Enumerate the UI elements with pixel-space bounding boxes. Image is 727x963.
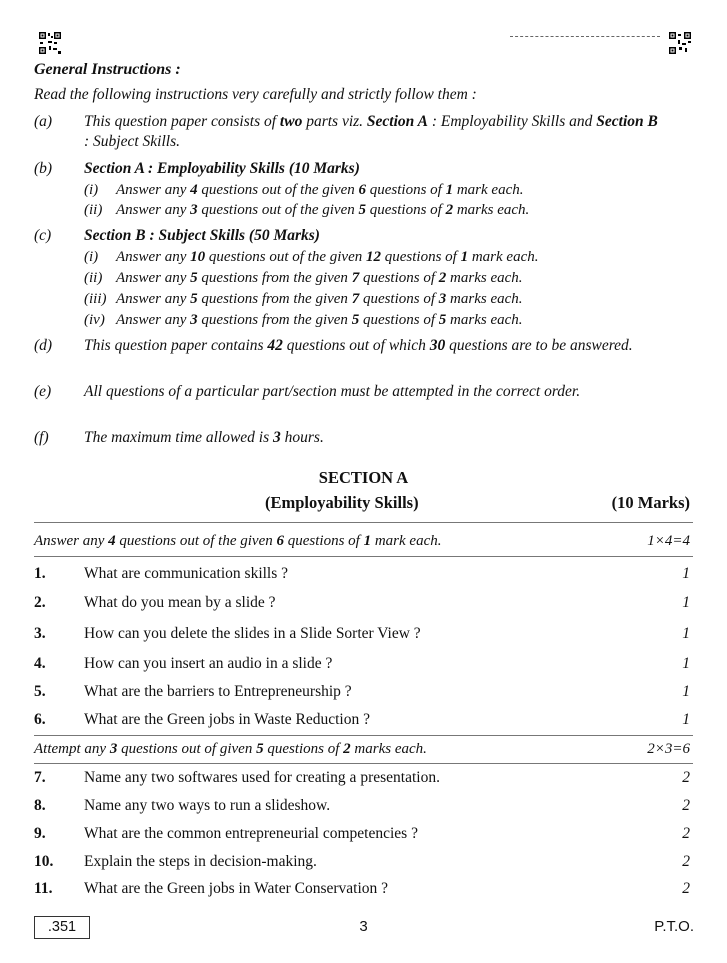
qr-code-icon [669, 32, 691, 54]
question-text: Name any two ways to run a slideshow. [84, 797, 331, 814]
divider [34, 763, 693, 764]
marking-scheme: 2×3=6 [647, 741, 690, 757]
section-subtitle: (Employability Skills) [265, 493, 419, 512]
page-number: 3 [359, 918, 368, 935]
question-marks: 2 [682, 825, 690, 842]
group-instruction: Attempt any 3 questions out of given 5 questions of 2 marks each. 2×3=6 [34, 741, 690, 757]
question-marks: 1 [682, 711, 690, 728]
general-instructions-heading: General Instructions : [34, 61, 181, 78]
instruction-a: (a) This question paper consists of two parts viz. Section A : Employability Skills and Section B : Subject Skills. [34, 113, 658, 150]
question-marks: 1 [682, 594, 690, 611]
question-number: 7. [34, 769, 46, 786]
marking-scheme: 1×4=4 [647, 533, 690, 549]
instruction-c-iii: (iii) Answer any 5 questions from the given 7 questions of 3 marks each. [84, 291, 523, 307]
question-number: 11. [34, 880, 53, 897]
question-text: Name any two softwares used for creating a presentation. [84, 769, 440, 786]
question-text: How can you insert an audio in a slide ? [84, 655, 333, 672]
question-number: 4. [34, 655, 46, 672]
header-dashed-line [510, 36, 660, 37]
question-marks: 1 [682, 683, 690, 700]
divider [34, 735, 693, 736]
qr-code-icon [39, 32, 61, 54]
question-text: What are the Green jobs in Waste Reduction ? [84, 711, 370, 728]
question-number: 5. [34, 683, 46, 700]
question-number: 2. [34, 594, 46, 611]
question-number: 3. [34, 625, 46, 642]
question-text: What are the barriers to Entrepreneurship ? [84, 683, 352, 700]
general-instructions-intro: Read the following instructions very carefully and strictly follow them : [34, 86, 477, 103]
instruction-b: (b) Section A : Employability Skills (10 Marks) [34, 159, 664, 179]
section-a-title: Section A : Employability Skills (10 Marks) [84, 160, 360, 177]
instruction-c-iv: (iv) Answer any 3 questions from the given 5 questions of 5 marks each. [84, 312, 523, 328]
section-title: SECTION A [318, 468, 409, 487]
section-marks: (10 Marks) [611, 493, 690, 512]
instruction-c-i: (i) Answer any 10 questions out of the given 12 questions of 1 mark each. [84, 249, 539, 265]
question-text: Explain the steps in decision-making. [84, 853, 317, 870]
instruction-b-ii: (ii) Answer any 3 questions out of the given 5 questions of 2 marks each. [84, 202, 530, 218]
question-marks: 2 [682, 769, 690, 786]
instruction-e: (e) All questions of a particular part/section must be attempted in the correct order. [34, 383, 581, 400]
instruction-c: (c) Section B : Subject Skills (50 Marks) [34, 226, 664, 246]
divider [34, 556, 693, 557]
question-text: What do you mean by a slide ? [84, 594, 276, 611]
question-text: What are the common entrepreneurial competencies ? [84, 825, 418, 842]
question-number: 1. [34, 565, 46, 582]
group-instruction: Answer any 4 questions out of the given 6 questions of 1 mark each. 1×4=4 [34, 533, 690, 549]
question-text: How can you delete the slides in a Slide Sorter View ? [84, 625, 421, 642]
question-marks: 2 [682, 880, 690, 897]
pto-label: P.T.O. [654, 918, 694, 935]
instruction-d: (d) This question paper contains 42 questions out of which 30 questions are to be answered. [34, 337, 633, 354]
instruction-b-i: (i) Answer any 4 questions out of the given 6 questions of 1 mark each. [84, 182, 524, 198]
instruction-c-ii: (ii) Answer any 5 questions from the given 7 questions of 2 marks each. [84, 270, 523, 286]
divider [34, 522, 693, 523]
question-marks: 1 [682, 625, 690, 642]
question-number: 8. [34, 797, 46, 814]
question-text: What are the Green jobs in Water Conservation ? [84, 880, 389, 897]
section-b-title: Section B : Subject Skills (50 Marks) [84, 227, 320, 244]
question-marks: 1 [682, 565, 690, 582]
question-marks: 2 [682, 797, 690, 814]
question-marks: 1 [682, 655, 690, 672]
instruction-f: (f) The maximum time allowed is 3 hours. [34, 429, 324, 446]
question-text: What are communication skills ? [84, 565, 289, 582]
paper-code: .351 [34, 916, 90, 939]
question-marks: 2 [682, 853, 690, 870]
question-number: 6. [34, 711, 46, 728]
question-number: 9. [34, 825, 46, 842]
question-number: 10. [34, 853, 54, 870]
